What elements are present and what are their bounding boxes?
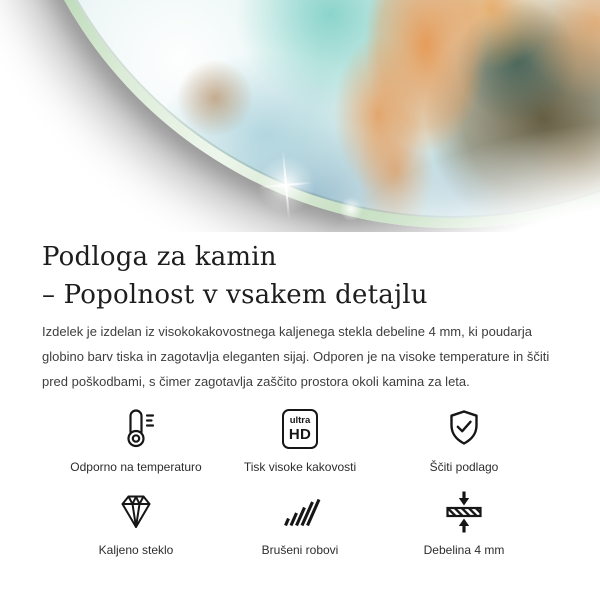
product-description-section (0, 232, 600, 557)
feature-tempered-glass (54, 490, 218, 557)
page-title (42, 232, 558, 314)
diamond-icon (114, 490, 158, 534)
product-hero-image (0, 0, 600, 232)
glass-panel-artwork (18, 0, 600, 218)
brushed-edges-icon (278, 490, 322, 534)
ultra-hd-text-top: ultra (289, 415, 311, 427)
feature-temperature (54, 407, 218, 474)
ultra-hd-text-bottom: HD (288, 425, 312, 443)
ultra-hd-icon (282, 409, 318, 449)
feature-label: Debelina 4 mm (423, 543, 505, 557)
feature-label: Ščiti podlago (429, 460, 499, 474)
feature-protects-surface (382, 407, 546, 474)
feature-label: Odporno na temperaturo (70, 460, 202, 474)
thermometer-icon (114, 407, 158, 451)
feature-label: Kaljeno steklo (98, 543, 174, 557)
product-description: Izdelek je izdelan iz visokokakovostnega kaljenega stekla debeline 4 mm, ki poudarja globino barv tiska in zagotavlja eleganten sijaj. Odporen je na visoke temperature in ščiti pred poškodbami, s čimer zagotavlja zaščito prostora okoli kamina za leta. (42, 324, 550, 389)
features-grid (54, 407, 546, 557)
feature-print-quality (218, 407, 382, 474)
feature-brushed-edges (218, 490, 382, 557)
title-line-2: – Popolnost v vsakem detajlu (42, 280, 428, 310)
title-line-1: Podloga za kamin (42, 242, 277, 272)
feature-label: Brušeni robovi (261, 543, 339, 557)
feature-label: Tisk visoke kakovosti (243, 460, 357, 474)
thickness-icon (442, 490, 486, 534)
shield-check-icon (442, 407, 486, 451)
feature-thickness (382, 490, 546, 557)
